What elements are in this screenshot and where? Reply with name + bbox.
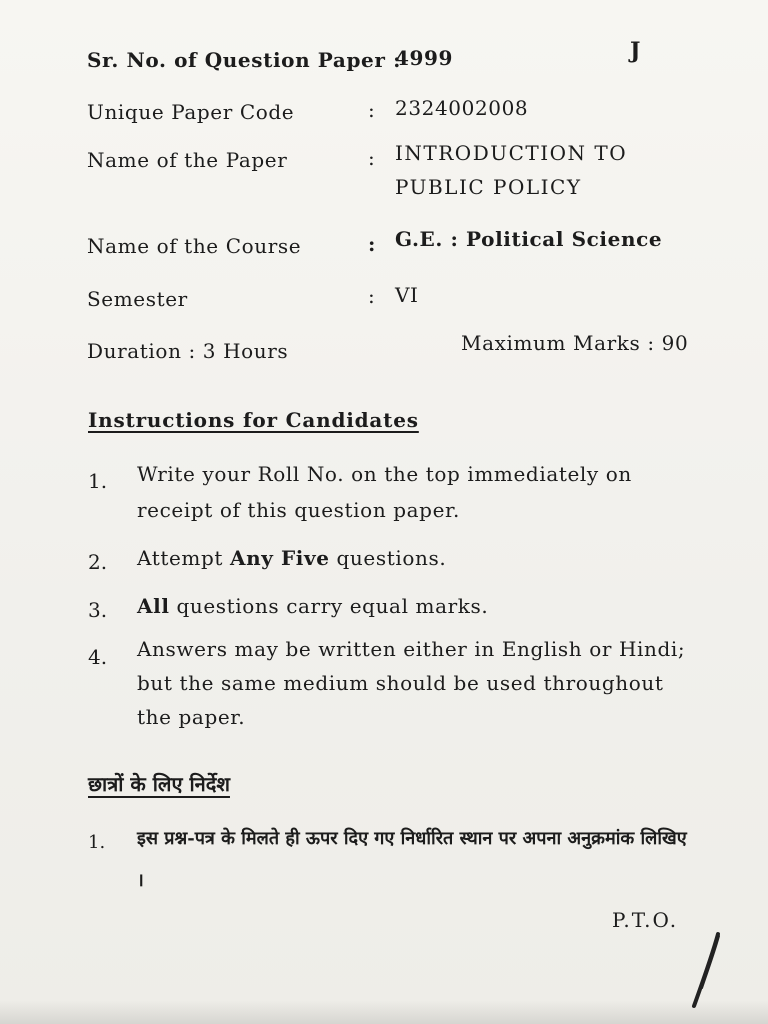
instruction-item: Write your Roll No. on the top immediately on receipt of this question paper.: [137, 462, 632, 522]
hindi-instruction-item: इस प्रश्न-पत्र के मिलते ही ऊपर दिए गए निर्धारित स्थान पर अपना अनुक्रमांक लिखिए ।: [137, 828, 687, 891]
paper-name-line2: PUBLIC POLICY: [395, 175, 582, 199]
sr-no-label: Sr. No. of Question Paper :: [87, 48, 402, 72]
set-letter: J: [630, 38, 641, 64]
hindi-instruction-number: 1.: [88, 832, 106, 853]
pen-stroke-mark: [690, 930, 730, 1010]
course-value: G.E. : Political Science: [395, 227, 663, 251]
paper-code-colon: :: [368, 98, 376, 122]
instruction-emphasis: Any Five: [229, 546, 330, 570]
instruction-text: questions carry equal marks.: [169, 594, 489, 618]
course-colon: :: [368, 232, 376, 256]
instruction-text: Attempt: [137, 546, 230, 570]
duration: Duration : 3 Hours: [87, 339, 289, 363]
pto-label: P.T.O.: [612, 908, 679, 932]
instruction-number: 2.: [88, 550, 108, 574]
sr-no-value: 4999: [395, 46, 454, 70]
page-bottom-shadow: [0, 1000, 768, 1024]
instruction-number: 1.: [88, 469, 108, 493]
instruction-number: 3.: [88, 598, 108, 622]
semester-label: Semester: [87, 287, 188, 311]
instruction-text: questions.: [329, 546, 447, 570]
semester-colon: :: [368, 284, 376, 308]
paper-code-label: Unique Paper Code: [87, 100, 295, 124]
instruction-number: 4.: [88, 645, 108, 669]
instructions-heading: Instructions for Candidates: [88, 408, 419, 432]
paper-code-value: 2324002008: [395, 96, 529, 120]
instruction-item: [137, 588, 697, 624]
paper-name-colon: :: [368, 146, 376, 170]
instruction-emphasis: All: [137, 594, 170, 618]
paper-name-label: Name of the Paper: [87, 148, 288, 172]
instruction-item: [137, 540, 697, 576]
semester-value: VI: [395, 283, 419, 307]
course-label: Name of the Course: [87, 234, 302, 258]
instruction-item: Answers may be written either in English or Hindi; but the same medium should be used throughout the paper.: [137, 637, 686, 729]
max-marks: Maximum Marks : 90: [461, 331, 689, 355]
hindi-instructions-heading: छात्रों के लिए निर्देश: [88, 772, 230, 796]
paper-name-line1: INTRODUCTION TO: [395, 141, 628, 165]
